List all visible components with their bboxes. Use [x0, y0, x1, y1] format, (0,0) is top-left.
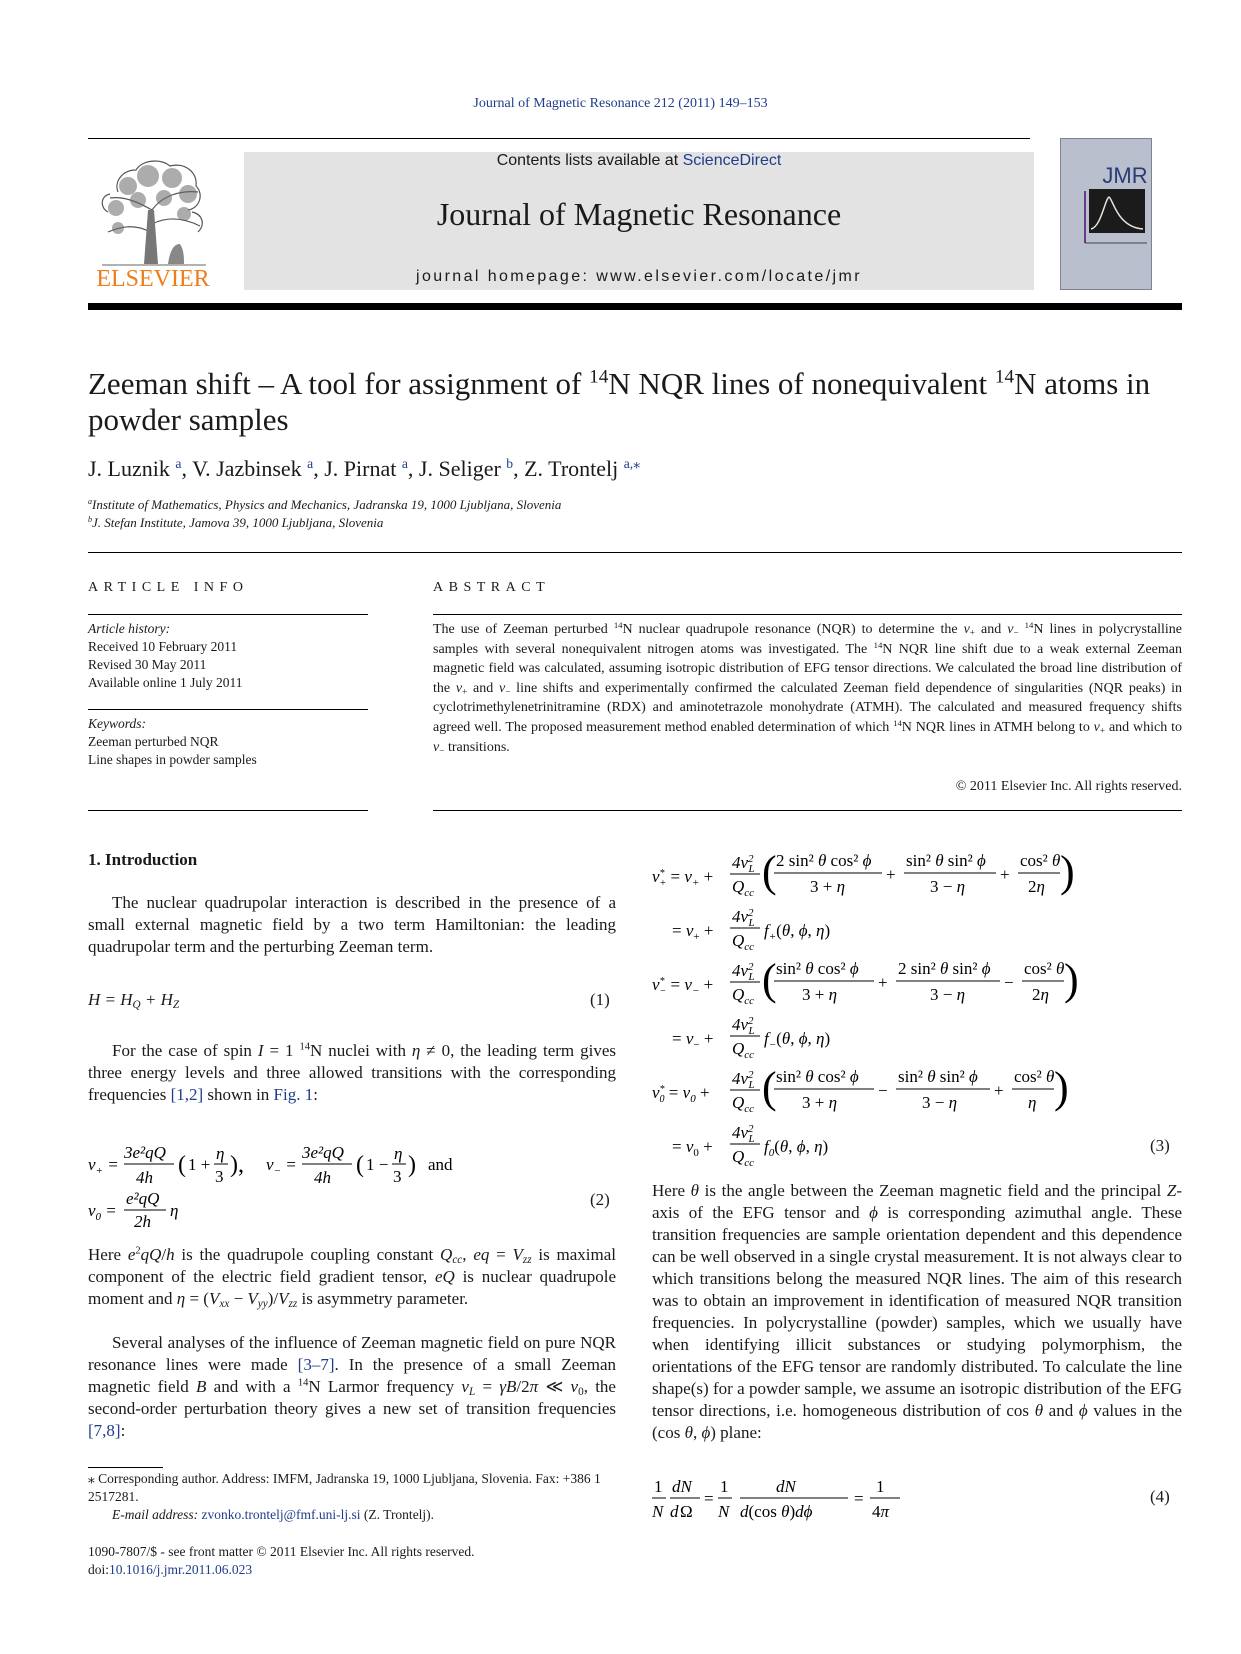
section-rule	[88, 552, 1182, 553]
svg-text:4h: 4h	[136, 1168, 153, 1187]
sciencedirect-link[interactable]: ScienceDirect	[682, 152, 782, 169]
svg-text:η: η	[170, 1201, 179, 1220]
svg-text:N: N	[718, 1502, 730, 1521]
keyword-item: Zeeman perturbed NQR	[88, 734, 219, 749]
section-heading: 1. Introduction	[88, 850, 198, 869]
svg-text:sin² θ cos² ϕ: sin² θ cos² ϕ	[776, 959, 859, 978]
doi-line: doi:10.1016/j.jmr.2011.06.023	[88, 1562, 253, 1577]
affiliation-b: $^b$J. Stefan Institute, Jamova 39, 1000 Ljubljana, Slovenia	[88, 515, 384, 530]
figure-link[interactable]: Fig. 1	[273, 1085, 314, 1104]
svg-text:Ω: Ω	[680, 1502, 693, 1521]
equation-number: (3)	[1150, 1136, 1170, 1155]
svg-text:−: −	[1004, 973, 1014, 992]
article-history	[88, 620, 242, 692]
svg-text:2 sin² θ cos² ϕ: 2 sin² θ cos² ϕ	[776, 851, 872, 870]
received-date: Received 10 February 2011	[88, 639, 238, 654]
svg-text:3 + η: 3 + η	[802, 1093, 838, 1112]
svg-text:e²qQ: e²qQ	[126, 1189, 160, 1208]
info-rule	[88, 614, 368, 615]
svg-text:= ν− +: = $\nu_-$ +	[672, 1029, 714, 1051]
svg-text:ν0 =: $\nu_0$ =	[88, 1201, 117, 1223]
svg-text:=: =	[854, 1489, 864, 1508]
svg-text:4ν2L: $4\nu^2$ L	[732, 1069, 755, 1091]
svg-text:(: (	[178, 1152, 186, 1178]
svg-text:1 −: 1 −	[366, 1155, 389, 1174]
svg-text:dN: dN	[776, 1477, 796, 1496]
svg-text:+: +	[886, 865, 896, 884]
contents-line	[244, 152, 1034, 170]
svg-text:f0(θ, ϕ, η): $f_0(\theta$, ϕ, η)	[764, 1137, 829, 1159]
paragraph: Here θ is the angle between the Zeeman magnetic field and the principal Z-axis of the EFG tensor and ϕ is corresponding azimuthal angle. These transition frequencies are sample orientation dependent and this dependence can be well observed in a single crystal measurement. It is not always clear to which transitions belong the measured NQR lines. The aim of this research was to obtain an improvement in identification of measured NQR transition frequencies. In polycrystalline (powder) samples, which we usually have when identifying illicit substances or studying polymorphism, the orientations of the EFG tensor are randomly distributed. To calculate the line shape(s) for a powder sample, we assume an isotropic distribution of the EFG tensor directions, i.e. homogeneous distribution of cos θ and ϕ values in the (cos θ, ϕ) plane:	[652, 1181, 1183, 1442]
svg-text:): )	[1064, 955, 1079, 1004]
svg-text:ν*− = ν− +: ν* − = $\nu_-$ +	[652, 975, 714, 997]
svg-text:and: and	[428, 1155, 453, 1174]
svg-text:Qcc: $Q_{cc}$	[732, 1039, 755, 1061]
svg-text:ν*0 = ν0 +: ν* $0 = \nu_0$ +	[652, 1083, 710, 1105]
elsevier-wordmark: ELSEVIER	[96, 266, 210, 290]
svg-text:4ν2L: $4\nu^2$ L	[732, 853, 755, 875]
svg-text:4π: 4π	[872, 1502, 890, 1521]
svg-text:3 + η: 3 + η	[802, 985, 838, 1004]
author-name[interactable]: J. Seliger	[418, 456, 501, 481]
svg-text:sin² θ sin² ϕ: sin² θ sin² ϕ	[906, 851, 986, 870]
svg-text:4ν2L: $4\nu^2$ L	[732, 907, 755, 929]
svg-text:sin² θ cos² ϕ: sin² θ cos² ϕ	[776, 1067, 859, 1086]
svg-text:),: ),	[230, 1152, 244, 1178]
author-list: J. Luznik $^a$, V. Jazbinsek $^a$, J. Pirnat $^a$, J. Seliger $^b$, Z. Trontelj $^{a,⁎}$	[88, 455, 641, 481]
affiliation-a: $^a$Institute of Mathematics, Physics and Mechanics, Jadranska 19, 1000 Ljubljana, Slovenia	[88, 497, 562, 512]
svg-text:dN: dN	[672, 1477, 692, 1496]
online-date: Available online 1 July 2011	[88, 675, 243, 690]
svg-text:−: −	[878, 1081, 888, 1100]
abstract-rule	[433, 614, 1182, 615]
keyword-item: Line shapes in powder samples	[88, 752, 257, 767]
affiliation-mark[interactable]: a,⁎	[623, 455, 641, 471]
svg-text:3 − η: 3 − η	[922, 1093, 958, 1112]
paragraph: For the case of spin I = 1 $^{14}$N nuclei with η ≠ 0, the leading term gives three energy levels and three allowed transitions with the corresponding frequencies [1,2] shown in Fig. 1:	[88, 1041, 616, 1104]
svg-text:+: +	[1000, 865, 1010, 884]
svg-text:ν+ =: $\nu_+$ =	[88, 1155, 119, 1177]
paragraph: Here $e^2qQ/h$ is the quadrupole coupling constant $Q_{cc}$, eq = $V_{zz}$ is maximal component of the electric field gradient tensor, eQ is nuclear quadrupole moment and $\eta = (V_{xx} - V_{yy})/V_{zz}$ is asymmetry parameter.	[88, 1245, 616, 1310]
paragraph: The nuclear quadrupolar interaction is described in the presence of a small external magnetic field by a two term Hamiltonian: the leading quadrupolar term and the perturbing Zeeman term.	[88, 893, 616, 956]
header-thick-rule	[88, 303, 1182, 310]
svg-text:d(cos θ)dϕ: d(cos θ)dϕ	[740, 1502, 813, 1521]
svg-text:1: 1	[876, 1477, 885, 1496]
equation-4	[652, 1470, 912, 1530]
equation-number: (4)	[1150, 1487, 1170, 1506]
abstract-rule	[433, 810, 1182, 811]
svg-text:cos² θ: cos² θ	[1020, 851, 1061, 870]
svg-text:f+(θ, ϕ, η): $f_+(\theta$, ϕ, η)	[764, 921, 831, 943]
svg-text:(: (	[762, 847, 777, 896]
svg-text:4ν2L: $4\nu^2$ L	[732, 1123, 755, 1145]
affiliation-mark[interactable]: a	[401, 455, 408, 471]
svg-text:η: η	[394, 1144, 403, 1163]
svg-text:1: 1	[654, 1477, 663, 1496]
history-label: Article history:	[88, 621, 171, 636]
svg-text:2 sin² θ sin² ϕ: 2 sin² θ sin² ϕ	[898, 959, 991, 978]
affiliation-mark[interactable]: a	[307, 455, 314, 471]
corresponding-author-note: ⁎ Corresponding author. Address: IMFM, Jadranska 19, 1000 Ljubljana, Slovenia. Fax: +386 1 2517281.	[88, 1471, 601, 1504]
revised-date: Revised 30 May 2011	[88, 657, 207, 672]
svg-text:3 − η: 3 − η	[930, 985, 966, 1004]
citation-link[interactable]: [1,2]	[170, 1085, 204, 1104]
svg-text:= ν0 +: = $\nu_0$ +	[672, 1137, 713, 1159]
svg-text:sin² θ sin² ϕ: sin² θ sin² ϕ	[898, 1067, 978, 1086]
footnote-rule	[88, 1467, 163, 1468]
info-rule	[88, 709, 368, 710]
equation-number: (2)	[590, 1190, 610, 1209]
equation-1: $H = H_Q + H_Z$	[88, 990, 180, 1011]
cover-label: JMR	[1102, 163, 1148, 188]
svg-text:1: 1	[720, 1477, 729, 1496]
svg-text:2h: 2h	[134, 1212, 151, 1228]
svg-text:+: +	[878, 973, 888, 992]
elsevier-logo	[88, 152, 218, 290]
email-note: E-mail address: zvonko.trontelj@fmf.uni-lj.si (Z. Trontelj).	[112, 1507, 435, 1522]
svg-text:3e²qQ: 3e²qQ	[124, 1143, 166, 1162]
svg-text:3: 3	[393, 1167, 402, 1186]
svg-text:= ν+ +: = $\nu_+$ +	[672, 921, 714, 943]
author-name[interactable]: J. Pirnat	[324, 456, 397, 481]
svg-text:=: =	[704, 1489, 714, 1508]
svg-text:4ν2L: $4\nu^2$ L	[732, 1015, 755, 1037]
journal-homepage[interactable]: journal homepage: www.elsevier.com/locate/jmr	[416, 268, 862, 285]
abstract-copyright: © 2011 Elsevier Inc. All rights reserved.	[955, 779, 1182, 794]
svg-text:Qcc: $Q_{cc}$	[732, 1147, 755, 1169]
svg-text:cos² θ: cos² θ	[1024, 959, 1065, 978]
citation-link[interactable]: [3–7]	[297, 1355, 335, 1374]
svg-text:Qcc: $Q_{cc}$	[732, 931, 755, 953]
author-name[interactable]: J. Luznik	[88, 456, 170, 481]
author-name[interactable]: V. Jazbinsek	[192, 456, 302, 481]
equation-3	[652, 840, 1182, 1170]
svg-text:3e²qQ: 3e²qQ	[302, 1143, 344, 1162]
affiliation-mark[interactable]: b	[506, 455, 514, 471]
svg-text:Qcc: $Q_{cc}$	[732, 877, 755, 899]
svg-text:Qcc: $Q_{cc}$	[732, 1093, 755, 1115]
affiliation-mark[interactable]: a	[175, 455, 182, 471]
equation-number: (1)	[590, 990, 610, 1009]
svg-text:+: +	[994, 1081, 1004, 1100]
keywords	[88, 715, 257, 769]
abstract-heading: ABSTRACT	[433, 580, 551, 595]
keywords-label: Keywords:	[88, 716, 146, 731]
svg-text:): )	[408, 1152, 416, 1178]
svg-text:3 + η: 3 + η	[810, 877, 846, 896]
svg-text:cos² θ: cos² θ	[1014, 1067, 1055, 1086]
article-info-heading: ARTICLE INFO	[88, 580, 249, 595]
abstract-text: The use of Zeeman perturbed $^{14}$N nuclear quadrupole resonance (NQR) to determine the $\nu_+$ and $\nu_-$ $^{14}$N lines in polycrystalline samples with several nonequivalent nitrogen atoms was investigated. The $^{14}$N NQR line shift due to a weak external Zeeman magnetic field was calculated, assuming isotropic distribution of EFG tensor directions. We calculated the broad line distribution of the $\nu_+$ and $\nu_-$ line shifts and experimentally confirmed the calculated Zeeman field dependence of singularities (NQR peaks) in cyclotrimethylenetrinitramine (RDX) and aminotetrazole monohydrate (ATMH). The calculated and measured frequency shifts agreed well. The proposed measurement method enabled determination of which $^{14}$N NQR lines in ATMH belong to $\nu_+$ and which to $\nu_-$ transitions.	[433, 619, 1183, 755]
svg-text:3 − η: 3 − η	[930, 877, 966, 896]
contents-prefix: Contents lists available at	[496, 152, 683, 169]
svg-text:): )	[1060, 847, 1075, 896]
svg-text:3: 3	[215, 1167, 224, 1186]
svg-text:): )	[1054, 1063, 1069, 1112]
email-link[interactable]: zvonko.trontelj@fmf.uni-lj.si	[201, 1507, 361, 1522]
svg-text:ν− =: $\nu_-$ =	[266, 1155, 297, 1177]
article-title: Zeeman shift – A tool for assignment of $^{14}$N NQR lines of nonequivalent $^{14}$N atoms in powder samples	[88, 366, 1151, 437]
paragraph: Several analyses of the influence of Zeeman magnetic field on pure NQR resonance lines were made [3–7]. In the presence of a small Zeeman magnetic field B and with a $^{14}$N Larmor frequency $\nu_L = \gamma B/2\pi$ ≪ $\nu_0$, the second-order perturbation theory gives a new set of transition frequencies [7,8]:	[88, 1333, 616, 1440]
info-rule	[88, 810, 368, 811]
svg-text:2η: 2η	[1028, 877, 1045, 896]
svg-text:N: N	[652, 1502, 664, 1521]
svg-text:η: η	[216, 1144, 225, 1163]
svg-text:ν*+ = ν+ +: ν* + = $\nu_+$ +	[652, 867, 714, 889]
svg-text:d: d	[670, 1502, 679, 1521]
svg-text:η: η	[1028, 1093, 1037, 1112]
svg-text:4h: 4h	[314, 1168, 331, 1187]
top-rule	[88, 138, 1030, 139]
svg-text:1 +: 1 +	[188, 1155, 211, 1174]
svg-text:Qcc: $Q_{cc}$	[732, 985, 755, 1007]
author-name[interactable]: Z. Trontelj	[524, 456, 619, 481]
svg-text:4ν2L: $4\nu^2$ L	[732, 961, 755, 983]
svg-text:(: (	[762, 1063, 777, 1112]
issn-line: 1090-7807/$ - see front matter © 2011 Elsevier Inc. All rights reserved.	[88, 1544, 475, 1559]
svg-text:(: (	[356, 1152, 364, 1178]
svg-text:f−(θ, ϕ, η): $f_-(\theta$, ϕ, η)	[764, 1029, 831, 1051]
equation-2	[88, 1128, 558, 1228]
citation-link[interactable]: [7,8]	[88, 1421, 121, 1440]
journal-title: Journal of Magnetic Resonance	[436, 196, 842, 232]
doi-link[interactable]: 10.1016/j.jmr.2011.06.023	[109, 1562, 253, 1577]
svg-text:2η: 2η	[1032, 985, 1049, 1004]
journal-reference[interactable]: Journal of Magnetic Resonance 212 (2011) 149–153	[473, 96, 768, 111]
journal-cover-image	[1060, 138, 1152, 290]
svg-text:(: (	[762, 955, 777, 1004]
